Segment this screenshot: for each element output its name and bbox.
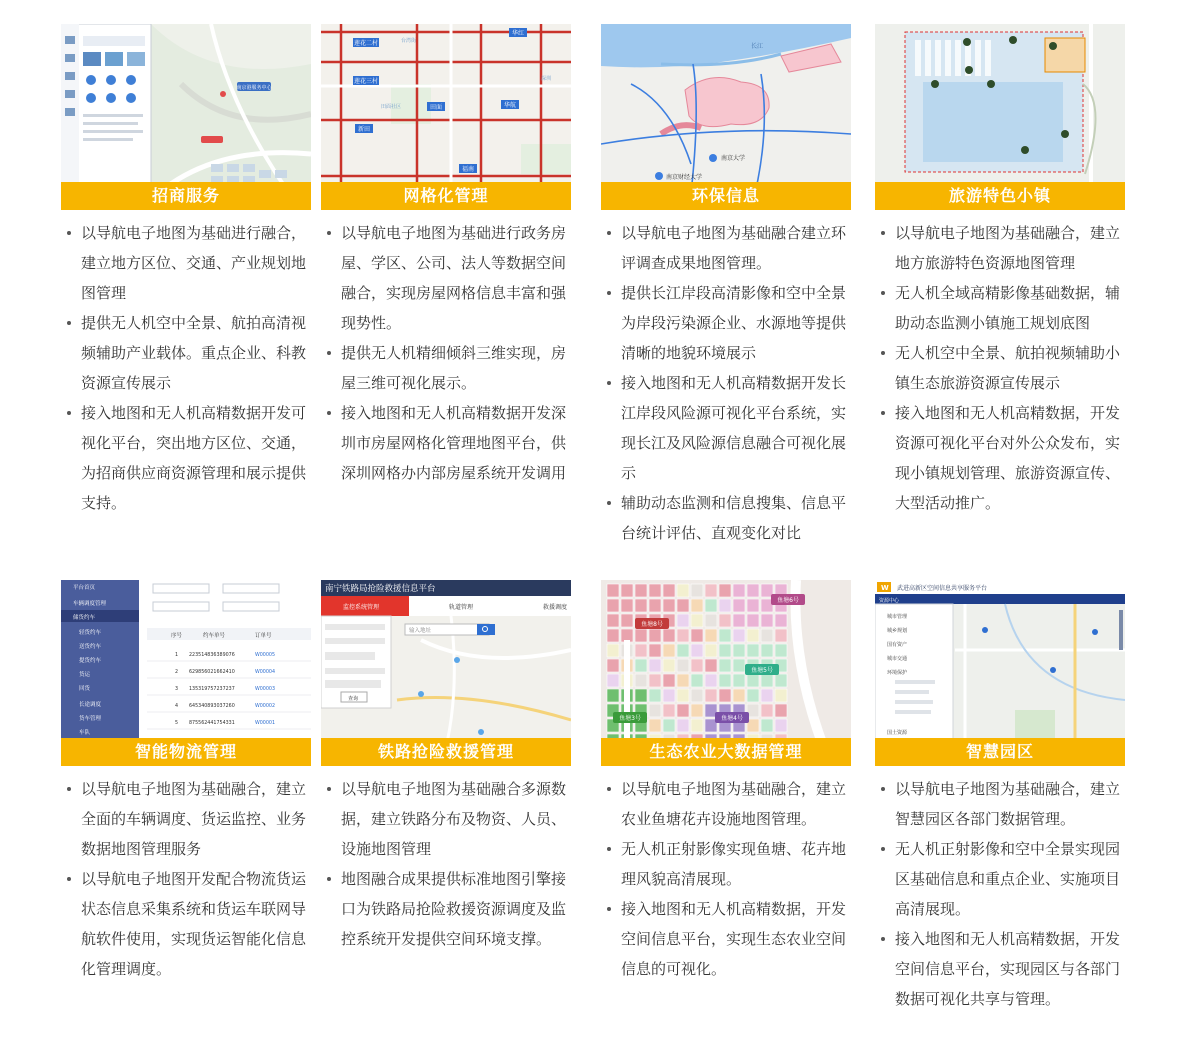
field-plot	[677, 719, 689, 732]
feature-item: 接入地图和无人机高精数据开发深圳市房屋网格化管理地图平台，供深圳网格办内部房屋系统开发调用	[341, 398, 571, 488]
field-plot	[621, 599, 633, 612]
feature-list	[321, 218, 571, 488]
feature-item: 以导航电子地图为基础融合多源数据，建立铁路分布及物资、人员、设施地图管理	[341, 774, 571, 864]
nav-item: 储货约车	[73, 615, 96, 621]
table-row[interactable]	[175, 652, 275, 658]
table-cell: W00001	[255, 721, 276, 726]
field-plot	[733, 629, 745, 642]
nav-item: 提货约车	[79, 658, 102, 664]
table-cell: 645340893037260	[189, 704, 235, 709]
feature-list	[875, 218, 1125, 518]
pond-label[interactable]: 鱼塘3号	[619, 715, 641, 722]
environment-map-thumbnail[interactable]	[601, 24, 851, 210]
field-plot	[649, 689, 661, 702]
feature-item: 接入地图和无人机高精数据，开发空间信息平台，实现生态农业空间信息的可视化。	[621, 894, 851, 984]
feature-item: 以导航电子地图为基础融合，建立农业鱼塘花卉设施地图管理。	[621, 774, 851, 834]
nav-item: 平台首页	[73, 585, 96, 591]
field-plot	[775, 614, 787, 627]
pond-label[interactable]: 鱼塘4号	[721, 715, 743, 722]
field-plot	[677, 704, 689, 717]
field-plot	[747, 614, 759, 627]
feature-item: 以导航电子地图为基础融合，建立地方旅游特色资源地图管理	[895, 218, 1125, 278]
field-plot	[705, 674, 717, 687]
map-label: 长江	[751, 43, 764, 50]
field-plot	[635, 659, 647, 672]
card-title: 招商服务	[61, 182, 311, 210]
nav-item: 货运	[79, 672, 91, 678]
field-plot	[761, 704, 773, 717]
field-plot	[775, 704, 787, 717]
field-plot	[663, 644, 675, 657]
table-row[interactable]	[175, 720, 275, 726]
feature-item: 以导航电子地图为基础融合，建立智慧园区各部门数据管理。	[895, 774, 1125, 834]
field-plot	[733, 659, 745, 672]
field-plot	[747, 674, 759, 687]
field-plot	[621, 584, 633, 597]
feature-list	[61, 774, 311, 984]
feature-list	[601, 774, 851, 984]
field-plot	[761, 629, 773, 642]
nav-item: 车队	[79, 730, 91, 736]
card-title: 环保信息	[601, 182, 851, 210]
map-label: 深圳	[541, 76, 552, 82]
table-cell: W00004	[255, 670, 276, 675]
map-label: 南京财经大学	[666, 174, 703, 181]
field-plot	[733, 689, 745, 702]
field-plot	[761, 719, 773, 732]
map-label: 南京大学	[721, 155, 746, 162]
field-plot	[705, 689, 717, 702]
feature-item: 无人机空中全景、航拍视频辅助小镇生态旅游资源宣传展示	[895, 338, 1125, 398]
table-cell: 2	[175, 670, 179, 675]
field-plot	[761, 689, 773, 702]
field-plot	[691, 614, 703, 627]
card-environment-info	[601, 24, 851, 548]
table-row[interactable]	[175, 686, 275, 692]
field-plot	[705, 599, 717, 612]
field-plot	[747, 584, 759, 597]
feature-item: 提供无人机空中全景、航拍高清视频辅助产业载体。重点企业、科教资源宣传展示	[81, 308, 311, 398]
table-cell: 5	[175, 721, 179, 726]
address-input[interactable]: 输入地址	[409, 628, 432, 634]
feature-item: 提供无人机精细倾斜三维实现，房屋三维可视化展示。	[341, 338, 571, 398]
app-title: 南宁铁路局抢险救援信息平台	[325, 584, 436, 594]
nav-item: 回货	[79, 686, 91, 692]
card-title: 铁路抢险救援管理	[321, 738, 571, 766]
card-title: 智慧园区	[875, 738, 1125, 766]
layer-item[interactable]: 城市管理	[887, 614, 908, 620]
feature-item: 接入地图和无人机高精数据开发可视化平台，突出地方区位、交通，为招商供应商资源管理和展示提供支持。	[81, 398, 311, 518]
feature-item: 无人机正射影像实现鱼塘、花卉地理风貌高清展现。	[621, 834, 851, 894]
feature-list	[321, 774, 571, 954]
field-plot	[775, 674, 787, 687]
field-plot	[691, 689, 703, 702]
field-plot	[663, 674, 675, 687]
tab-rescue[interactable]: 救援调度	[543, 604, 568, 611]
search-button[interactable]	[477, 624, 495, 635]
field-plot	[663, 659, 675, 672]
table-cell: W00003	[255, 687, 276, 692]
field-plot	[719, 629, 731, 642]
field-plot	[635, 629, 647, 642]
field-plot	[663, 704, 675, 717]
table-cell: 1	[175, 653, 179, 658]
park-app-thumbnail[interactable]	[875, 580, 1125, 766]
feature-list	[875, 774, 1125, 1014]
field-plot	[761, 674, 773, 687]
field-plot	[677, 644, 689, 657]
table-cell: W00002	[255, 704, 276, 709]
tab-track[interactable]: 轨道管理	[449, 604, 474, 611]
layer-item[interactable]: 国土资源	[887, 730, 908, 736]
field-plot	[677, 674, 689, 687]
field-plot	[635, 644, 647, 657]
feature-item: 提供长江岸段高清影像和空中全景为岸段污染源企业、水源地等提供清晰的地貌环境展示	[621, 278, 851, 368]
field-plot	[691, 599, 703, 612]
field-plot	[649, 599, 661, 612]
field-plot	[775, 689, 787, 702]
field-plot	[677, 689, 689, 702]
svg-text:W: W	[881, 584, 889, 592]
field-plot	[719, 674, 731, 687]
map-label: 新田	[357, 126, 371, 133]
field-plot	[607, 674, 619, 687]
map-label: 南京港服务中心	[236, 85, 272, 91]
table-header: 订单号	[255, 633, 272, 639]
feature-item: 无人机全域高精影像基础数据，辅助动态监测小镇施工规划底图	[895, 278, 1125, 338]
feature-item: 以导航电子地图为基础进行融合，建立地方区位、交通、产业规划地图管理	[81, 218, 311, 308]
field-plot	[649, 704, 661, 717]
table-row[interactable]	[175, 703, 275, 709]
field-plot	[649, 584, 661, 597]
nav-item: 长途调度	[79, 702, 102, 708]
nav-item: 送货约车	[79, 644, 102, 650]
feature-item: 接入地图和无人机高精数据，开发空间信息平台，实现园区与各部门数据可视化共享与管理。	[895, 924, 1125, 1014]
agriculture-map-thumbnail[interactable]	[601, 580, 851, 766]
pond-label[interactable]: 鱼塘5号	[751, 667, 773, 674]
feature-list	[601, 218, 851, 548]
map-label: 台湾街	[401, 38, 417, 44]
field-plot	[677, 599, 689, 612]
railway-app-thumbnail[interactable]	[321, 580, 571, 766]
field-plot	[705, 629, 717, 642]
pond-label[interactable]: 鱼塘6号	[777, 597, 799, 604]
investment-map-thumbnail[interactable]	[61, 24, 311, 210]
field-plot	[691, 644, 703, 657]
field-plot	[691, 674, 703, 687]
table-cell: 4	[175, 704, 179, 709]
card-title: 生态农业大数据管理	[601, 738, 851, 766]
field-plot	[691, 584, 703, 597]
field-plot	[761, 614, 773, 627]
field-plot	[663, 689, 675, 702]
field-plot	[663, 599, 675, 612]
map-label: 福南	[461, 166, 475, 173]
field-plot	[649, 644, 661, 657]
feature-item: 以导航电子地图为基础融合，建立全面的车辆调度、货运监控、业务数据地图管理服务	[81, 774, 311, 864]
field-plot	[621, 614, 633, 627]
card-tourism-town	[875, 24, 1125, 518]
table-cell: 629856021662410	[189, 670, 235, 675]
field-plot	[719, 599, 731, 612]
pond-label[interactable]: 鱼塘8号	[641, 621, 663, 628]
field-plot	[747, 689, 759, 702]
field-plot	[719, 689, 731, 702]
layer-item[interactable]: 城市交通	[887, 656, 908, 662]
field-plot	[747, 644, 759, 657]
table-cell: 3	[175, 687, 179, 692]
card-eco-agriculture	[601, 580, 851, 984]
field-plot	[733, 614, 745, 627]
table-row[interactable]	[175, 669, 275, 675]
card-title: 网格化管理	[321, 182, 571, 210]
tab-resource[interactable]: 资源中心	[879, 598, 900, 604]
grid-map-thumbnail[interactable]	[321, 24, 571, 210]
field-plot	[607, 629, 619, 642]
field-plot	[635, 599, 647, 612]
field-plot	[649, 629, 661, 642]
feature-item: 以导航电子地图为基础进行政务房屋、学区、公司、法人等数据空间融合，实现房屋网格信息丰富和强现势性。	[341, 218, 571, 338]
tab-monitor[interactable]: 监控系统管理	[343, 604, 380, 611]
field-plot	[691, 629, 703, 642]
field-plot	[733, 584, 745, 597]
field-plot	[747, 599, 759, 612]
feature-item: 接入地图和无人机高精数据开发长江岸段风险源可视化平台系统，实现长江及风险源信息融合可视化展示	[621, 368, 851, 488]
feature-item: 辅助动态监测和信息搜集、信息平台统计评估、直观变化对比	[621, 488, 851, 548]
field-plot	[677, 584, 689, 597]
map-label: 华红	[511, 30, 525, 37]
table-header: 约车单号	[203, 633, 226, 639]
layer-item[interactable]: 城乡规划	[887, 628, 908, 634]
table-cell: W00005	[255, 653, 276, 658]
field-plot	[607, 689, 619, 702]
table-cell: 223514836389076	[189, 653, 235, 658]
field-plot	[747, 629, 759, 642]
field-plot	[705, 584, 717, 597]
field-plot	[691, 719, 703, 732]
table-header: 序号	[171, 633, 183, 639]
feature-item: 以导航电子地图开发配合物流货运状态信息采集系统和货运车联网导航软件使用，实现货运智能化信息化管理调度。	[81, 864, 311, 984]
map-label: 田面社区	[381, 104, 402, 110]
field-plot	[607, 614, 619, 627]
map-label: 莲花三村	[353, 78, 379, 85]
field-plot	[719, 614, 731, 627]
field-plot	[719, 584, 731, 597]
layer-item[interactable]: 环境保护	[887, 670, 908, 676]
card-title: 旅游特色小镇	[875, 182, 1125, 210]
field-plot	[733, 644, 745, 657]
feature-item: 以导航电子地图为基础融合建立环评调查成果地图管理。	[621, 218, 851, 278]
feature-item: 地图融合成果提供标准地图引擎接口为铁路局抢险救援资源调度及监控系统开发提供空间环境支撑。	[341, 864, 571, 954]
field-plot	[677, 629, 689, 642]
field-plot	[663, 584, 675, 597]
map-label: 华航	[503, 102, 517, 109]
field-plot	[677, 659, 689, 672]
field-plot	[663, 629, 675, 642]
card-title: 智能物流管理	[61, 738, 311, 766]
field-plot	[761, 584, 773, 597]
field-plot	[705, 644, 717, 657]
nav-item: 轻货约车	[79, 630, 102, 636]
card-railway-rescue	[321, 580, 571, 954]
field-plot	[775, 644, 787, 657]
field-plot	[607, 584, 619, 597]
field-plot	[607, 599, 619, 612]
field-plot	[607, 659, 619, 672]
map-label: 田面	[429, 104, 443, 111]
field-plot	[649, 674, 661, 687]
field-plot	[649, 659, 661, 672]
field-plot	[649, 719, 661, 732]
nav-item: 货车管理	[79, 716, 102, 722]
field-plot	[635, 674, 647, 687]
feature-item: 接入地图和无人机高精数据，开发资源可视化平台对外公众发布，实现小镇规划管理、旅游资源宣传、大型活动推广。	[895, 398, 1125, 518]
field-plot	[705, 614, 717, 627]
map-label: 莲花二村	[353, 40, 379, 47]
table-cell: 135319757237237	[189, 687, 235, 692]
field-plot	[733, 674, 745, 687]
nav-item: 车辆调度管理	[73, 601, 107, 607]
field-plot	[705, 659, 717, 672]
field-plot	[719, 644, 731, 657]
app-title: 武进高新区空间信息共享服务平台	[897, 585, 988, 592]
field-plot	[607, 644, 619, 657]
logistics-app-thumbnail[interactable]	[61, 580, 311, 766]
field-plot	[691, 659, 703, 672]
field-plot	[775, 629, 787, 642]
feature-item: 无人机正射影像和空中全景实现园区基础信息和重点企业、实施项目高清展现。	[895, 834, 1125, 924]
table-cell: 875562441754331	[189, 721, 235, 726]
layer-item[interactable]: 国有资产	[887, 642, 908, 648]
field-plot	[733, 599, 745, 612]
field-plot	[691, 704, 703, 717]
card-smart-park	[875, 580, 1125, 1014]
tourism-map-thumbnail[interactable]	[875, 24, 1125, 210]
card-grid-management	[321, 24, 571, 488]
field-plot	[635, 689, 647, 702]
card-investment-service	[61, 24, 311, 518]
feature-list	[61, 218, 311, 518]
query-button[interactable]: 查询	[348, 696, 359, 702]
field-plot	[761, 644, 773, 657]
field-plot	[677, 614, 689, 627]
field-plot	[635, 584, 647, 597]
field-plot	[719, 659, 731, 672]
field-plot	[663, 719, 675, 732]
field-plot	[775, 719, 787, 732]
card-smart-logistics	[61, 580, 311, 984]
